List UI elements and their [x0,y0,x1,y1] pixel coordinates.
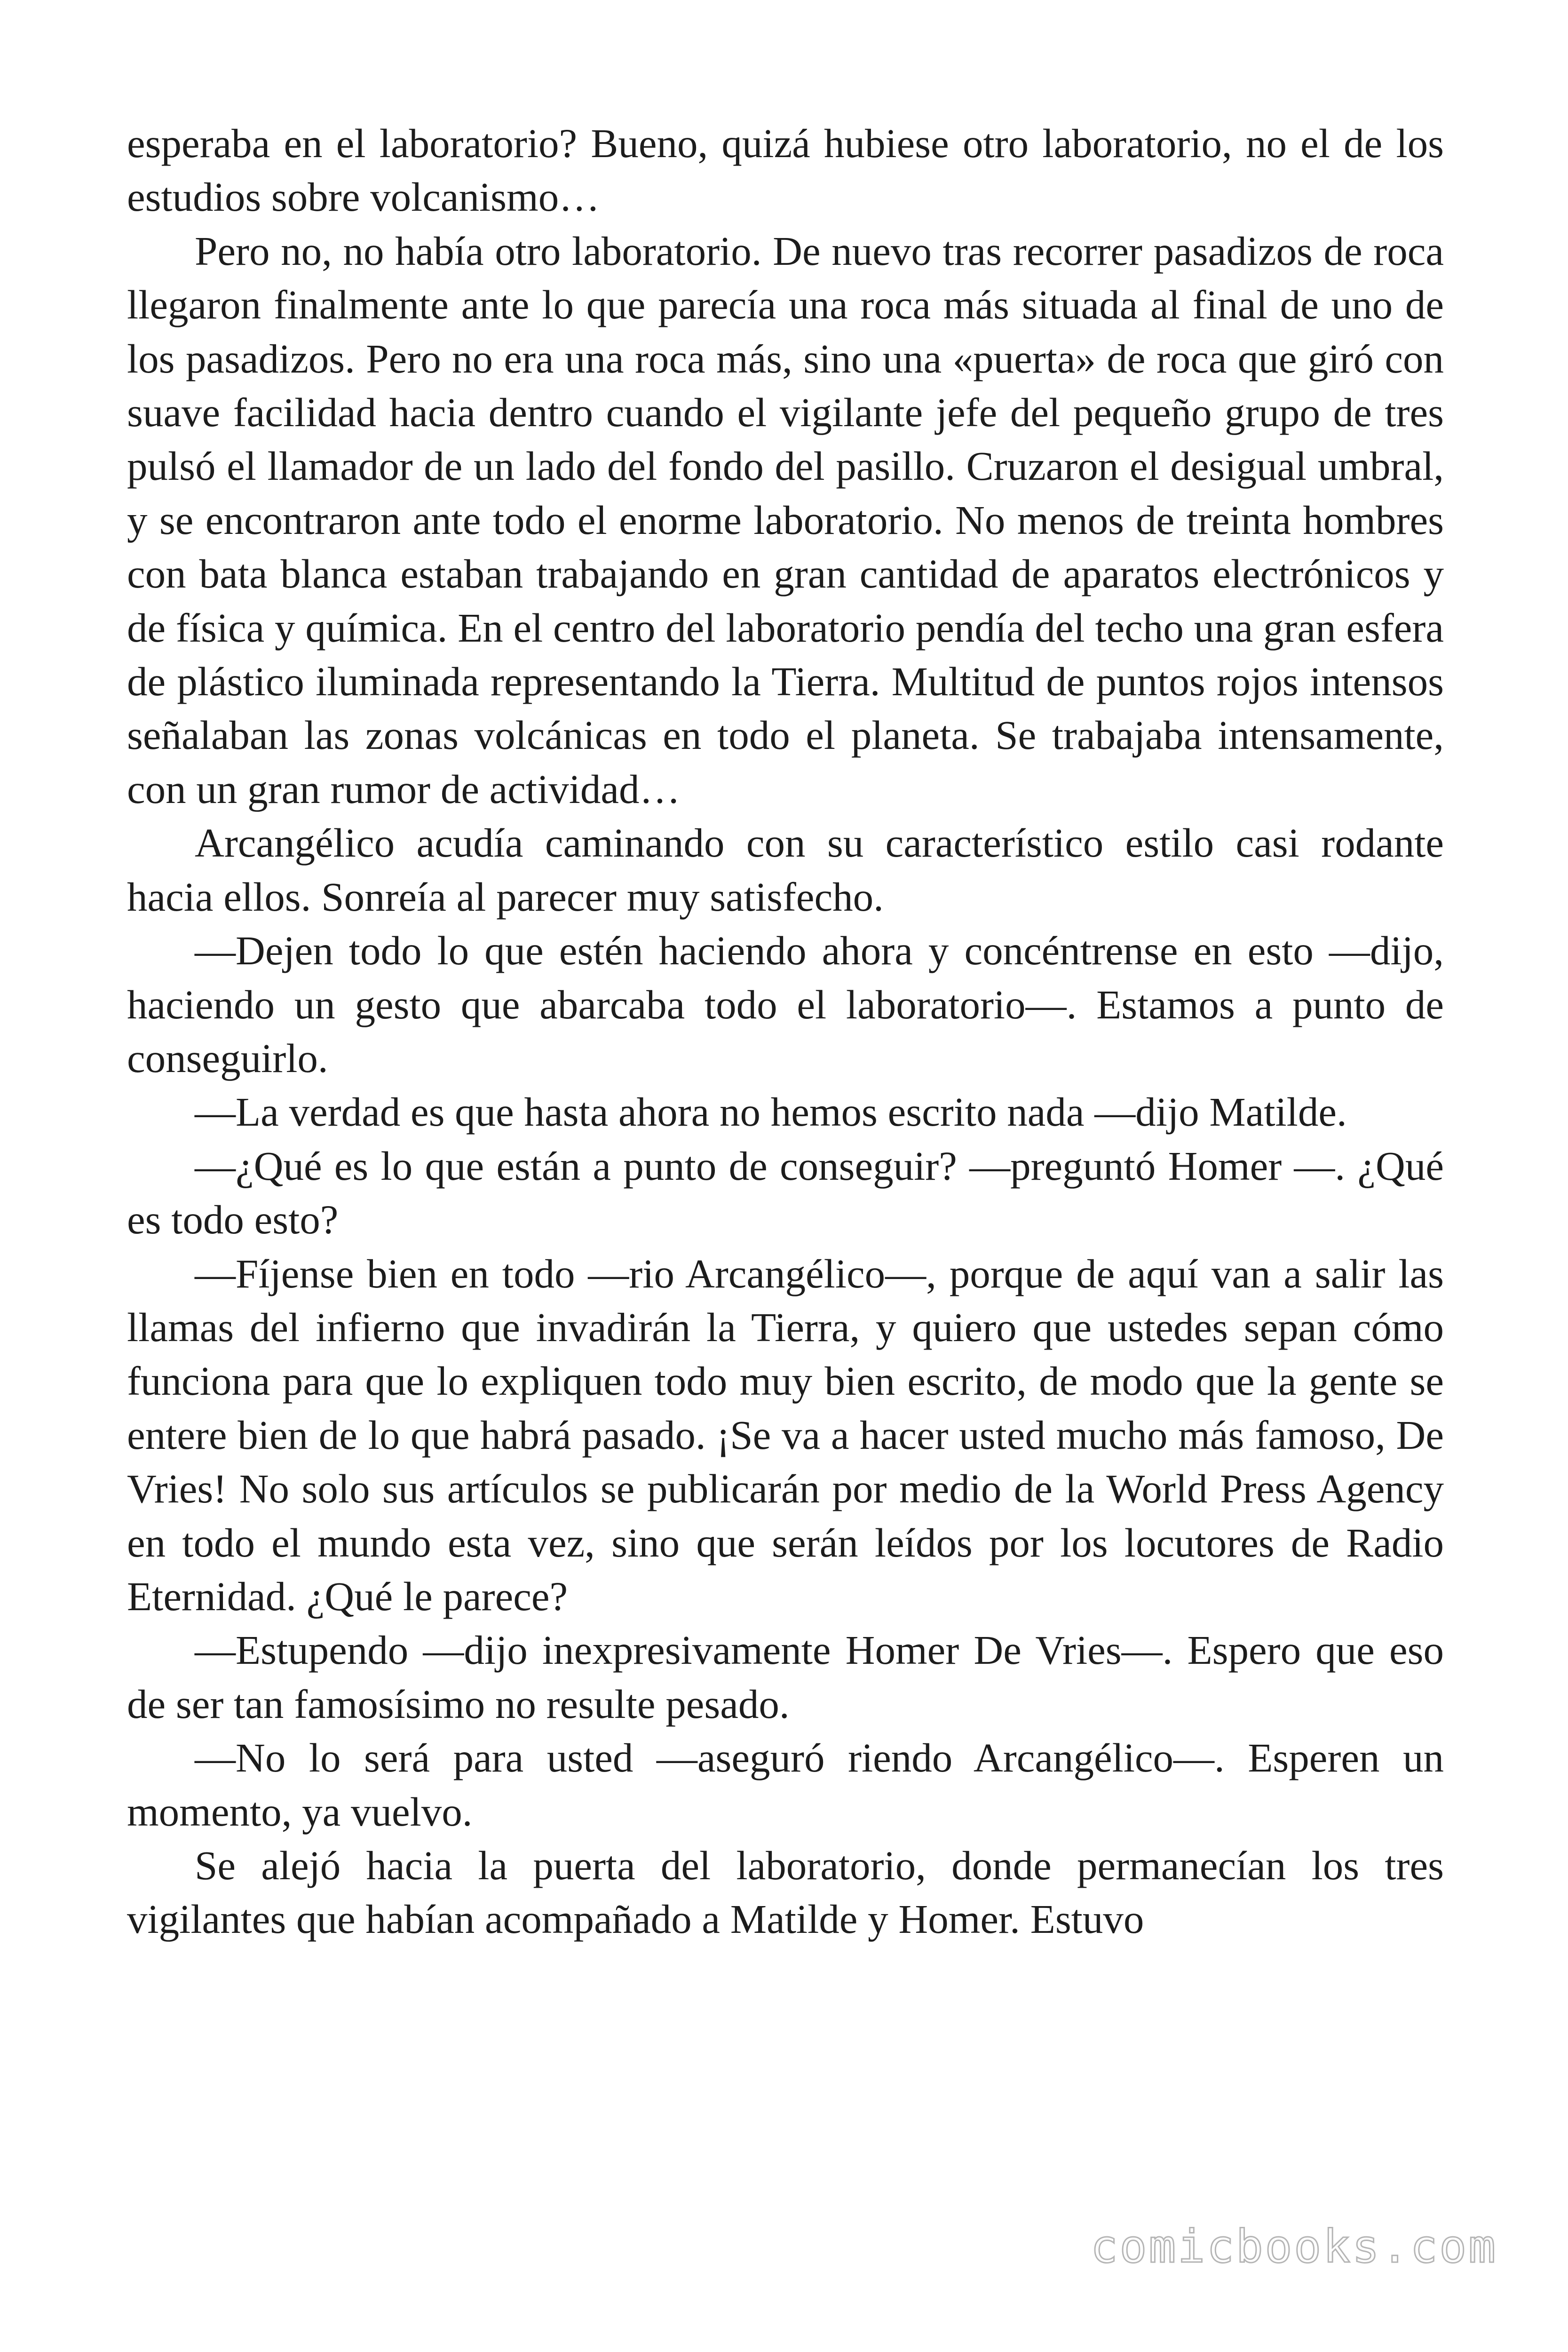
dialogue-dejen-todo: —Dejen todo lo que estén haciendo ahora y concéntrense en esto —dijo, haciendo un gesto que abarcaba todo el laboratorio—. Estamos a punto de conseguirlo. [127,928,1444,1081]
paragraph-continuation: esperaba en el laboratorio? Bueno, quizá hubiese otro laboratorio, no el de los estudios sobre volcanismo… [127,120,1444,220]
watermark-logo: comicbooks.com [1090,2220,1497,2273]
paragraph-arcangelico-arrives: Arcangélico acudía caminando con su característico estilo casi rodante hacia ellos. Sonreía al parecer muy satisfecho. [127,820,1444,920]
body-text [127,117,1444,1947]
dialogue-fijense: —Fíjense bien en todo —rio Arcangélico—, porque de aquí van a salir las llamas del infierno que invadirán la Tierra, y quiero que ustedes sepan cómo funciona para que lo expliquen todo muy bien escrito, de modo que la gente se entere bien de lo que habrá pasado. ¡Se va a hacer usted mucho más famoso, De Vries! No solo sus artículos se publicarán por medio de la World Press Agency en todo el mundo esta vez, sino que serán leídos por los locutores de Radio Eternidad. ¿Qué le parece? [127,1250,1444,1619]
dialogue-no-lo-sera: —No lo será para usted —aseguró riendo Arcangélico—. Esperen un momento, ya vuelvo. [127,1735,1444,1835]
dialogue-matilde: —La verdad es que hasta ahora no hemos escrito nada —dijo Matilde. [195,1089,1347,1135]
paragraph-laboratory: Pero no, no había otro laboratorio. De nuevo tras recorrer pasadizos de roca llegaron finalmente ante lo que parecía una roca más situada al final de uno de los pasadizos. Pero no era una roca más, sino una «puerta» de roca que giró con suave facilidad hacia dentro cuando el vigilante jefe del pequeño grupo de tres pulsó el llamador de un lado del fondo del pasillo. Cruzaron el desigual umbral, y se encontraron ante todo el enorme laboratorio. No menos de treinta hombres con bata blanca estaban trabajando en gran cantidad de aparatos electrónicos y de física y química. En el centro del laboratorio pendía del techo una gran esfera de plástico iluminada representando la Tierra. Multitud de puntos rojos intensos señalaban las zonas volcánicas en todo el planeta. Se trabajaba intensamente, con un gran rumor de actividad… [127,228,1444,812]
dialogue-homer-question: —¿Qué es lo que están a punto de conseguir? —preguntó Homer —. ¿Qué es todo esto? [127,1143,1444,1243]
paragraph-se-alejo: Se alejó hacia la puerta del laboratorio, donde permanecían los tres vigilantes que habían acompañado a Matilde y Homer. Estuvo [127,1843,1444,1942]
dialogue-estupendo: —Estupendo —dijo inexpresivamente Homer De Vries—. Espero que eso de ser tan famosísimo no resulte pesado. [127,1627,1444,1727]
